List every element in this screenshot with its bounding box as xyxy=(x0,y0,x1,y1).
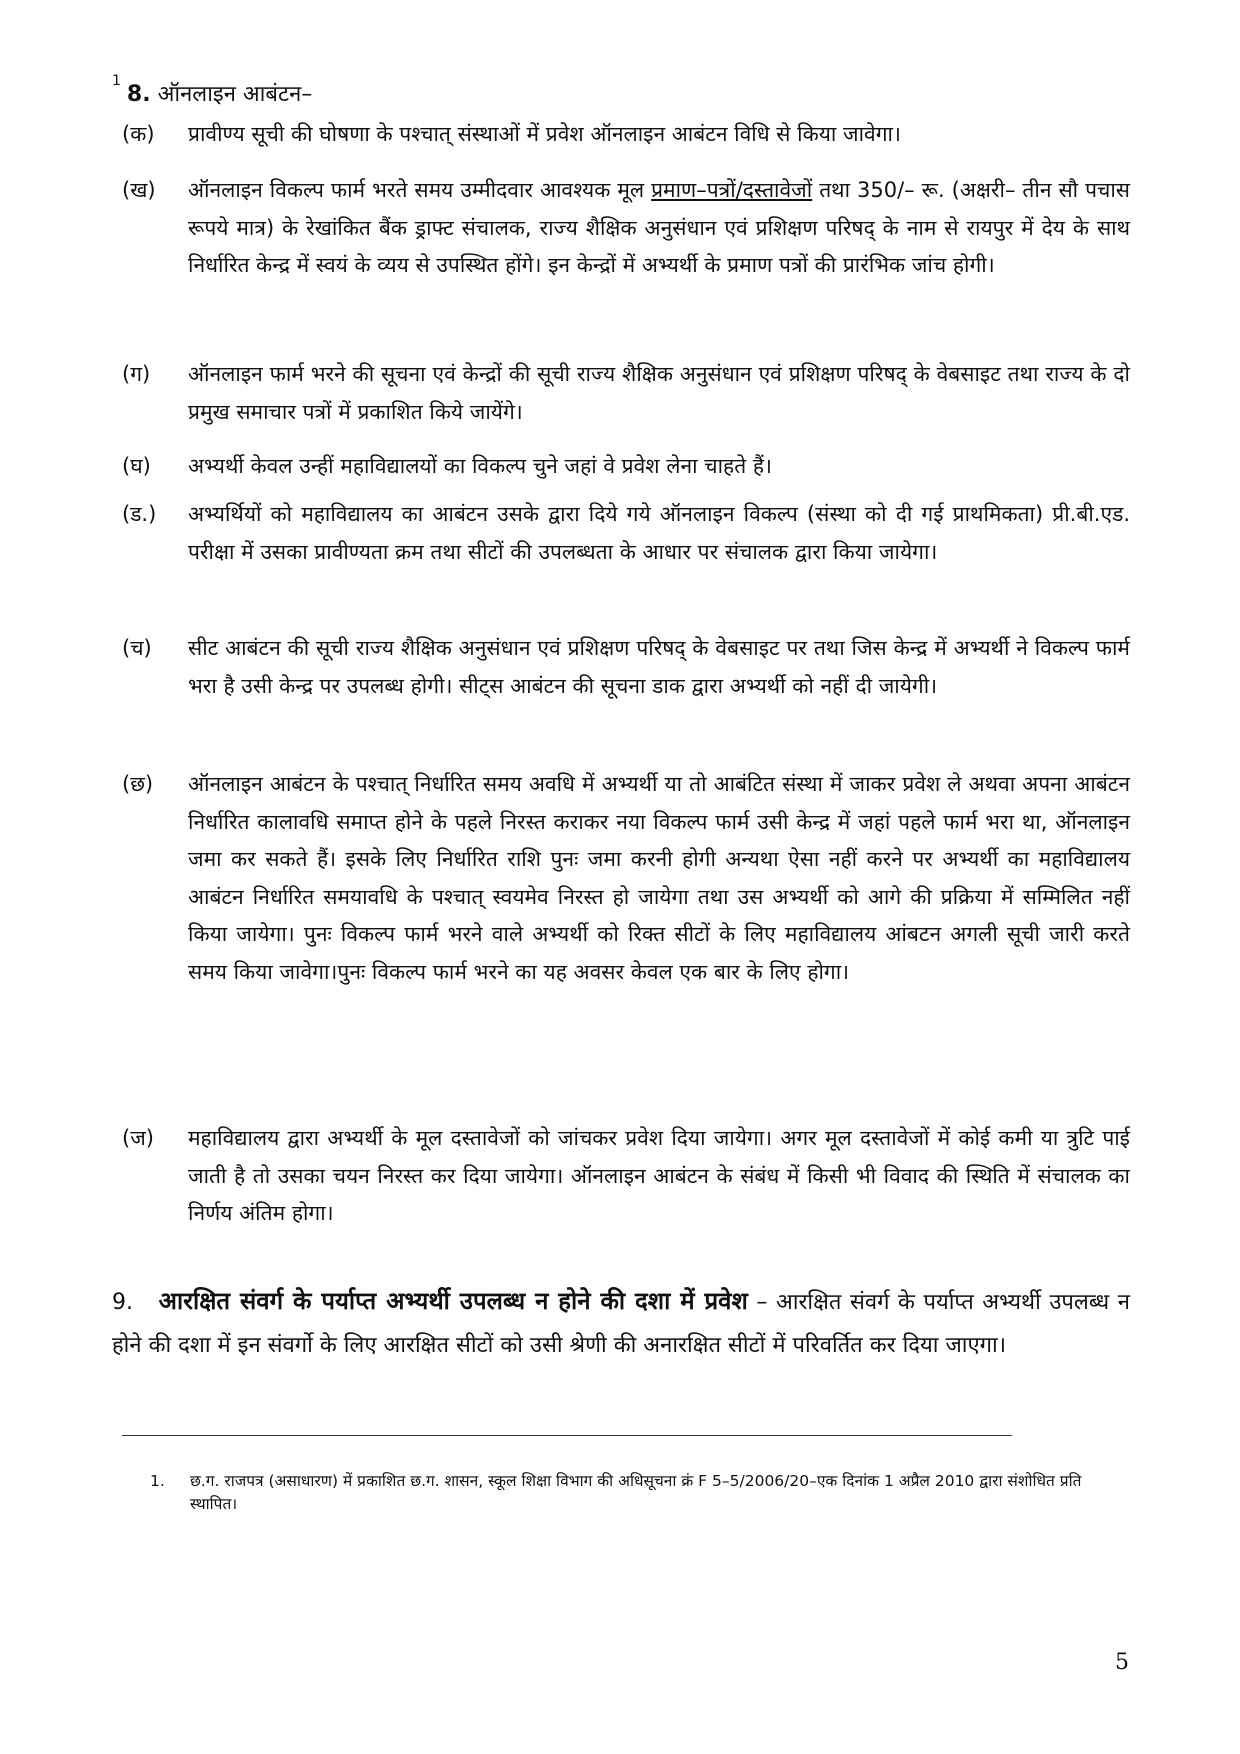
item-text: अभ्यर्थी केवल उन्हीं महाविद्यालयों का विकल्प चुने जहां वे प्रवेश लेना चाहते हैं। xyxy=(188,454,772,478)
footnote-text: छ.ग. राजपत्र (असाधारण) में प्रकाशित छ.ग. शासन, स्कूल शिक्षा विभाग की अधिसूचना क्रं F 5–5/2006/20–एक दिनांक 1 अप्रैल 2010 द्वारा संशोधित प्रति स्थापित। xyxy=(190,1472,1082,1513)
list-item-ja xyxy=(122,1120,1130,1233)
list-item-cha xyxy=(122,630,1130,705)
item-text: प्रावीण्य सूची की घोषणा के पश्चात् संस्थाओं में प्रवेश ऑनलाइन आबंटन विधि से किया जावेगा। xyxy=(188,122,901,146)
item-marker: (ग) xyxy=(122,362,151,386)
item-marker: (ख) xyxy=(122,178,156,202)
section-text: – आरक्षित संवर्ग के पर्याप्त अभ्यर्थी उपलब्ध न होने की दशा में इन संवर्गो के लिए आरक्षित सीटों को उसी श्रेणी की अनारक्षित सीटों में परिवर्तित कर दिया जाएगा। xyxy=(112,1290,1130,1358)
list-item-kha xyxy=(122,172,1130,285)
item-text: ऑनलाइन फार्म भरने की सूचना एवं केन्द्रों की सूची राज्य शैक्षिक अनुसंधान एवं प्रशिक्षण परिषद् के वेबसाइट तथा राज्य के दो प्रमुख समाचार पत्रों में प्रकाशित किये जायेंगे। xyxy=(188,362,1130,424)
footnote xyxy=(150,1470,1130,1516)
list-item-nga xyxy=(122,496,1130,571)
item-text: सीट आबंटन की सूची राज्य शैक्षिक अनुसंधान एवं प्रशिक्षण परिषद् के वेबसाइट पर तथा जिस केन्द्र में अभ्यर्थी ने विकल्प फार्म भरा है उसी केन्द्र पर उपलब्ध होगी। सीट्स आबंटन की सूचना डाक द्वारा अभ्यर्थी को नहीं दी जायेगी। xyxy=(188,636,1130,698)
section-9 xyxy=(112,1280,1130,1367)
section-8-heading xyxy=(112,72,313,108)
section-number: 9. xyxy=(112,1290,133,1315)
item-marker: (घ) xyxy=(122,454,151,478)
section-title: आरक्षित संवर्ग के पर्याप्त अभ्यर्थी उपलब्ध न होने की दशा में प्रवेश xyxy=(158,1287,748,1315)
list-item-ka xyxy=(122,116,1130,154)
item-marker: (क) xyxy=(122,122,155,146)
item-text: ऑनलाइन विकल्प फार्म भरते समय उम्मीदवार आवश्यक मूल प्रमाण–पत्रों/दस्तावेजों तथा 350/– रू. (अक्षरी– तीन सौ पचास रूपये मात्र) के रेखांकित बैंक ड्राफ्ट संचालक, राज्य शैक्षिक अनुसंधान एवं प्रशिक्षण परिषद् के नाम से रायपुर में देय के साथ निर्धारित केन्द्र में स्वयं के व्यय से उपस्थित होंगे। इन केन्द्रों में अभ्यर्थी के प्रमाण पत्रों की प्रारंभिक जांच होगी। xyxy=(188,178,1130,277)
item-text: ऑनलाइन आबंटन के पश्चात् निर्धारित समय अवधि में अभ्यर्थी या तो आबंटित संस्था में जाकर प्रवेश ले अथवा अपना आबंटन निर्धारित कालावधि समाप्त होने के पहले निरस्त कराकर नया विकल्प फार्म उसी केन्द्र में जहां पहले फार्म भरा था, ऑनलाइन जमा कर सकते हैं। इसके लिए निर्धारित राशि पुनः जमा करनी होगी अन्यथा ऐसा नहीं करने पर अभ्यर्थी का महाविद्यालय आबंटन निर्धारित समयावधि के पश्चात् स्वयमेव निरस्त हो जायेगा तथा उस अभ्यर्थी को आगे की प्रक्रिया में सम्मिलित नहीं किया जायेगा। पुनः विकल्प फार्म भरने वाले अभ्यर्थी को रिक्त सीटों के लिए महाविद्यालय आंबटन अगली सूची जारी करते समय किया जावेगा।पुनः विकल्प फार्म भरने का यह अवसर केवल एक बार के लिए होगा। xyxy=(188,772,1130,984)
page-number: 5 xyxy=(1115,1650,1129,1675)
underlined-text: प्रमाण–पत्रों/दस्तावेजों xyxy=(651,178,813,202)
section-number: 8. xyxy=(126,82,151,107)
item-text: अभ्यर्थियों को महाविद्यालय का आबंटन उसके द्वारा दिये गये ऑनलाइन विकल्प (संस्था को दी गई प्राथमिकता) प्री.बी.एड. परीक्षा में उसका प्रावीण्यता क्रम तथा सीटों की उपलब्धता के आधार पर संचालक द्वारा किया जायेगा। xyxy=(188,502,1130,564)
footnote-reference: 1 xyxy=(112,72,121,89)
footnote-divider xyxy=(122,1435,1012,1436)
list-item-gha xyxy=(122,448,1130,486)
item-marker: (ज) xyxy=(122,1126,154,1150)
list-item-ga xyxy=(122,356,1130,431)
item-marker: (छ) xyxy=(122,772,154,796)
item-text: महाविद्यालय द्वारा अभ्यर्थी के मूल दस्तावेजों को जांचकर प्रवेश दिया जायेगा। अगर मूल दस्तावेजों में कोई कमी या त्रुटि पाई जाती है तो उसका चयन निरस्त कर दिया जायेगा। ऑनलाइन आबंटन के संबंध में किसी भी विवाद की स्थिति में संचालक का निर्णय अंतिम होगा। xyxy=(188,1126,1130,1225)
list-item-chha xyxy=(122,766,1130,991)
item-marker: (ड.) xyxy=(122,502,157,526)
section-title: ऑनलाइन आबंटन– xyxy=(157,82,313,107)
footnote-number: 1. xyxy=(150,1472,165,1490)
item-marker: (च) xyxy=(122,636,152,660)
